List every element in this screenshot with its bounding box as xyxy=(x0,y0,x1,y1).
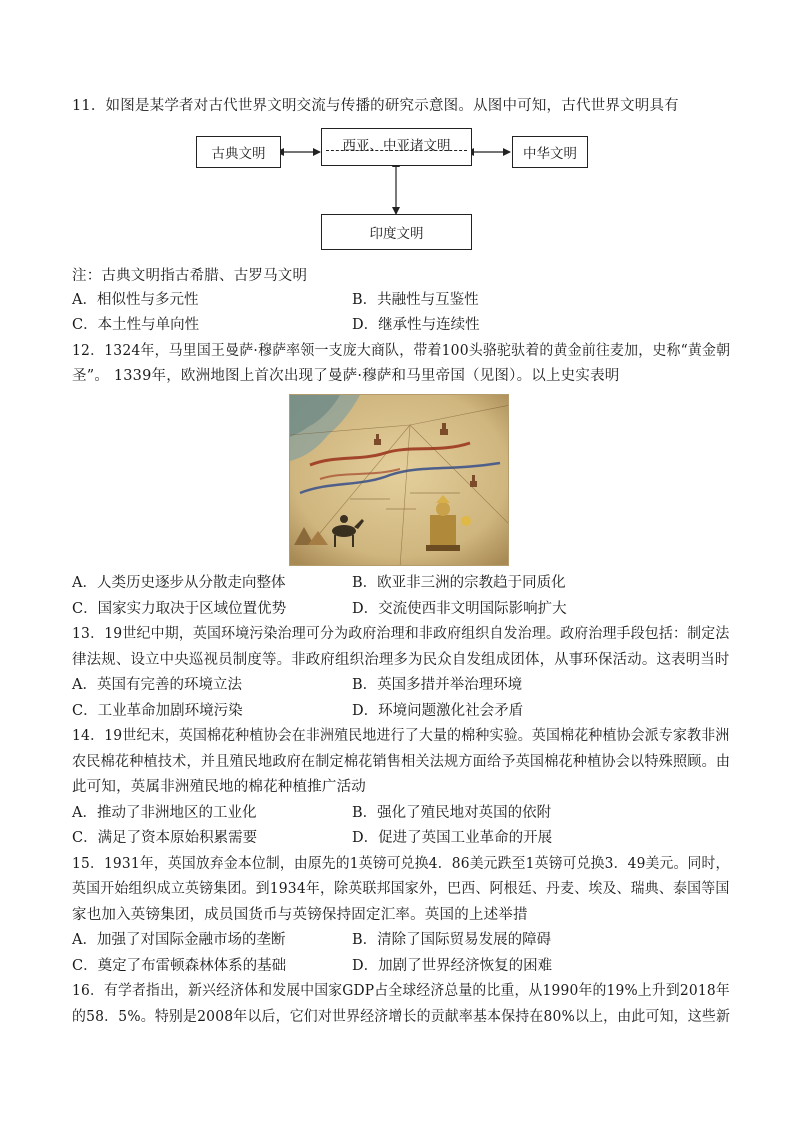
q11-stem: 11．如图是某学者对古代世界文明交流与传播的研究示意图。从图中可知，古代世界文明具有 xyxy=(72,98,679,114)
q14-option-d[interactable]: D．促进了英国工业革命的开展 xyxy=(352,830,553,846)
q12-option-a[interactable]: A．人类历史逐步从分散走向整体 xyxy=(72,575,286,591)
q11-option-b[interactable]: B．共融性与互鉴性 xyxy=(352,292,479,308)
q12-option-d[interactable]: D．交流使西非文明国际影响扩大 xyxy=(352,601,567,617)
q15-option-b[interactable]: B．清除了国际贸易发展的障碍 xyxy=(352,932,552,948)
q16-stem-line2: 的58．5%。特别是2008年以后，它们对世界经济增长的贡献率基本保持在80%以上，由此可知，这些新 xyxy=(72,1009,731,1025)
q16-stem-line1: 16．有学者指出，新兴经济体和发展中国家GDP占全球经济总量的比重，从1990年的19%上升到2018年 xyxy=(72,983,730,999)
q13-option-b[interactable]: B．英国多措并举治理环境 xyxy=(352,677,523,693)
q15-stem-line2: 英国开始组织成立英镑集团。到1934年，除英联邦国家外，巴西、阿根廷、丹麦、埃及、瑞典、泰国等国 xyxy=(72,881,730,897)
box-west-central-asia: 西亚、中亚诸文明 xyxy=(321,128,472,166)
q12-stem-line1: 12．1324年，马里国王曼萨·穆萨率领一支庞大商队，带着100头骆驼驮着的黄金前往麦加，史称“黄金朝 xyxy=(72,343,731,359)
q15-option-d[interactable]: D．加剧了世界经济恢复的困难 xyxy=(352,958,553,974)
q15-option-c[interactable]: C．奠定了布雷顿森林体系的基础 xyxy=(72,958,287,974)
q11-option-a[interactable]: A．相似性与多元性 xyxy=(72,292,199,308)
box-chinese-civilization: 中华文明 xyxy=(512,136,588,168)
q13-stem-line1: 13．19世纪中期，英国环境污染治理可分为政府治理和非政府组织自发治理。政府治理手段包括：制定法 xyxy=(72,626,730,642)
q13-option-c[interactable]: C．工业革命加剧环境污染 xyxy=(72,703,243,719)
q13-option-d[interactable]: D．环境问题激化社会矛盾 xyxy=(352,703,524,719)
q11-option-c[interactable]: C．本土性与单向性 xyxy=(72,317,200,333)
civilization-diagram xyxy=(196,124,596,250)
q13-stem-line2: 律法规、设立中央巡视员制度等。非政府组织治理多为民众自发组成团体，从事环保活动。这表明当时 xyxy=(72,652,730,668)
q14-stem-line3: 此可知，英属非洲殖民地的棉花种植推广活动 xyxy=(72,779,366,795)
q14-stem-line1: 14．19世纪末，英国棉花种植协会在非洲殖民地进行了大量的棉种实验。英国棉花种植协会派专家教非洲 xyxy=(72,728,730,744)
q11-option-d[interactable]: D．继承性与连续性 xyxy=(352,317,480,333)
q11-note: 注：古典文明指古希腊、古罗马文明 xyxy=(72,268,308,284)
q12-option-c[interactable]: C．国家实力取决于区域位置优势 xyxy=(72,601,287,617)
catalan-atlas-map-image xyxy=(289,394,509,566)
q12-option-b[interactable]: B．欧亚非三洲的宗教趋于同质化 xyxy=(352,575,566,591)
box-indian-civilization: 印度文明 xyxy=(321,214,472,250)
q15-stem-line3: 家也加入英镑集团，成员国货币与英镑保持固定汇率。英国的上述举措 xyxy=(72,907,528,923)
q13-option-a[interactable]: A．英国有完善的环境立法 xyxy=(72,677,242,693)
q14-option-b[interactable]: B．强化了殖民地对英国的依附 xyxy=(352,805,552,821)
q15-option-a[interactable]: A．加强了对国际金融市场的垄断 xyxy=(72,932,286,948)
q14-option-a[interactable]: A．推动了非洲地区的工业化 xyxy=(72,805,257,821)
box-classical-civilization: 古典文明 xyxy=(196,136,281,168)
box-divider-dashed xyxy=(326,150,467,151)
q15-stem-line1: 15．1931年，英国放弃金本位制，由原先的1英镑可兑换4．86美元跌至1英镑可兑换3．49美元。同时， xyxy=(72,856,730,872)
q14-stem-line2: 农民棉花种植技术，并且殖民地政府在制定棉花销售相关法规方面给予英国棉花种植协会以特殊照顾。由 xyxy=(72,754,731,770)
q14-option-c[interactable]: C．满足了资本原始积累需要 xyxy=(72,830,258,846)
q12-stem-line2: 圣”。 1339年，欧洲地图上首次出现了曼萨·穆萨和马里帝国（见图）。以上史实表明 xyxy=(72,368,620,384)
